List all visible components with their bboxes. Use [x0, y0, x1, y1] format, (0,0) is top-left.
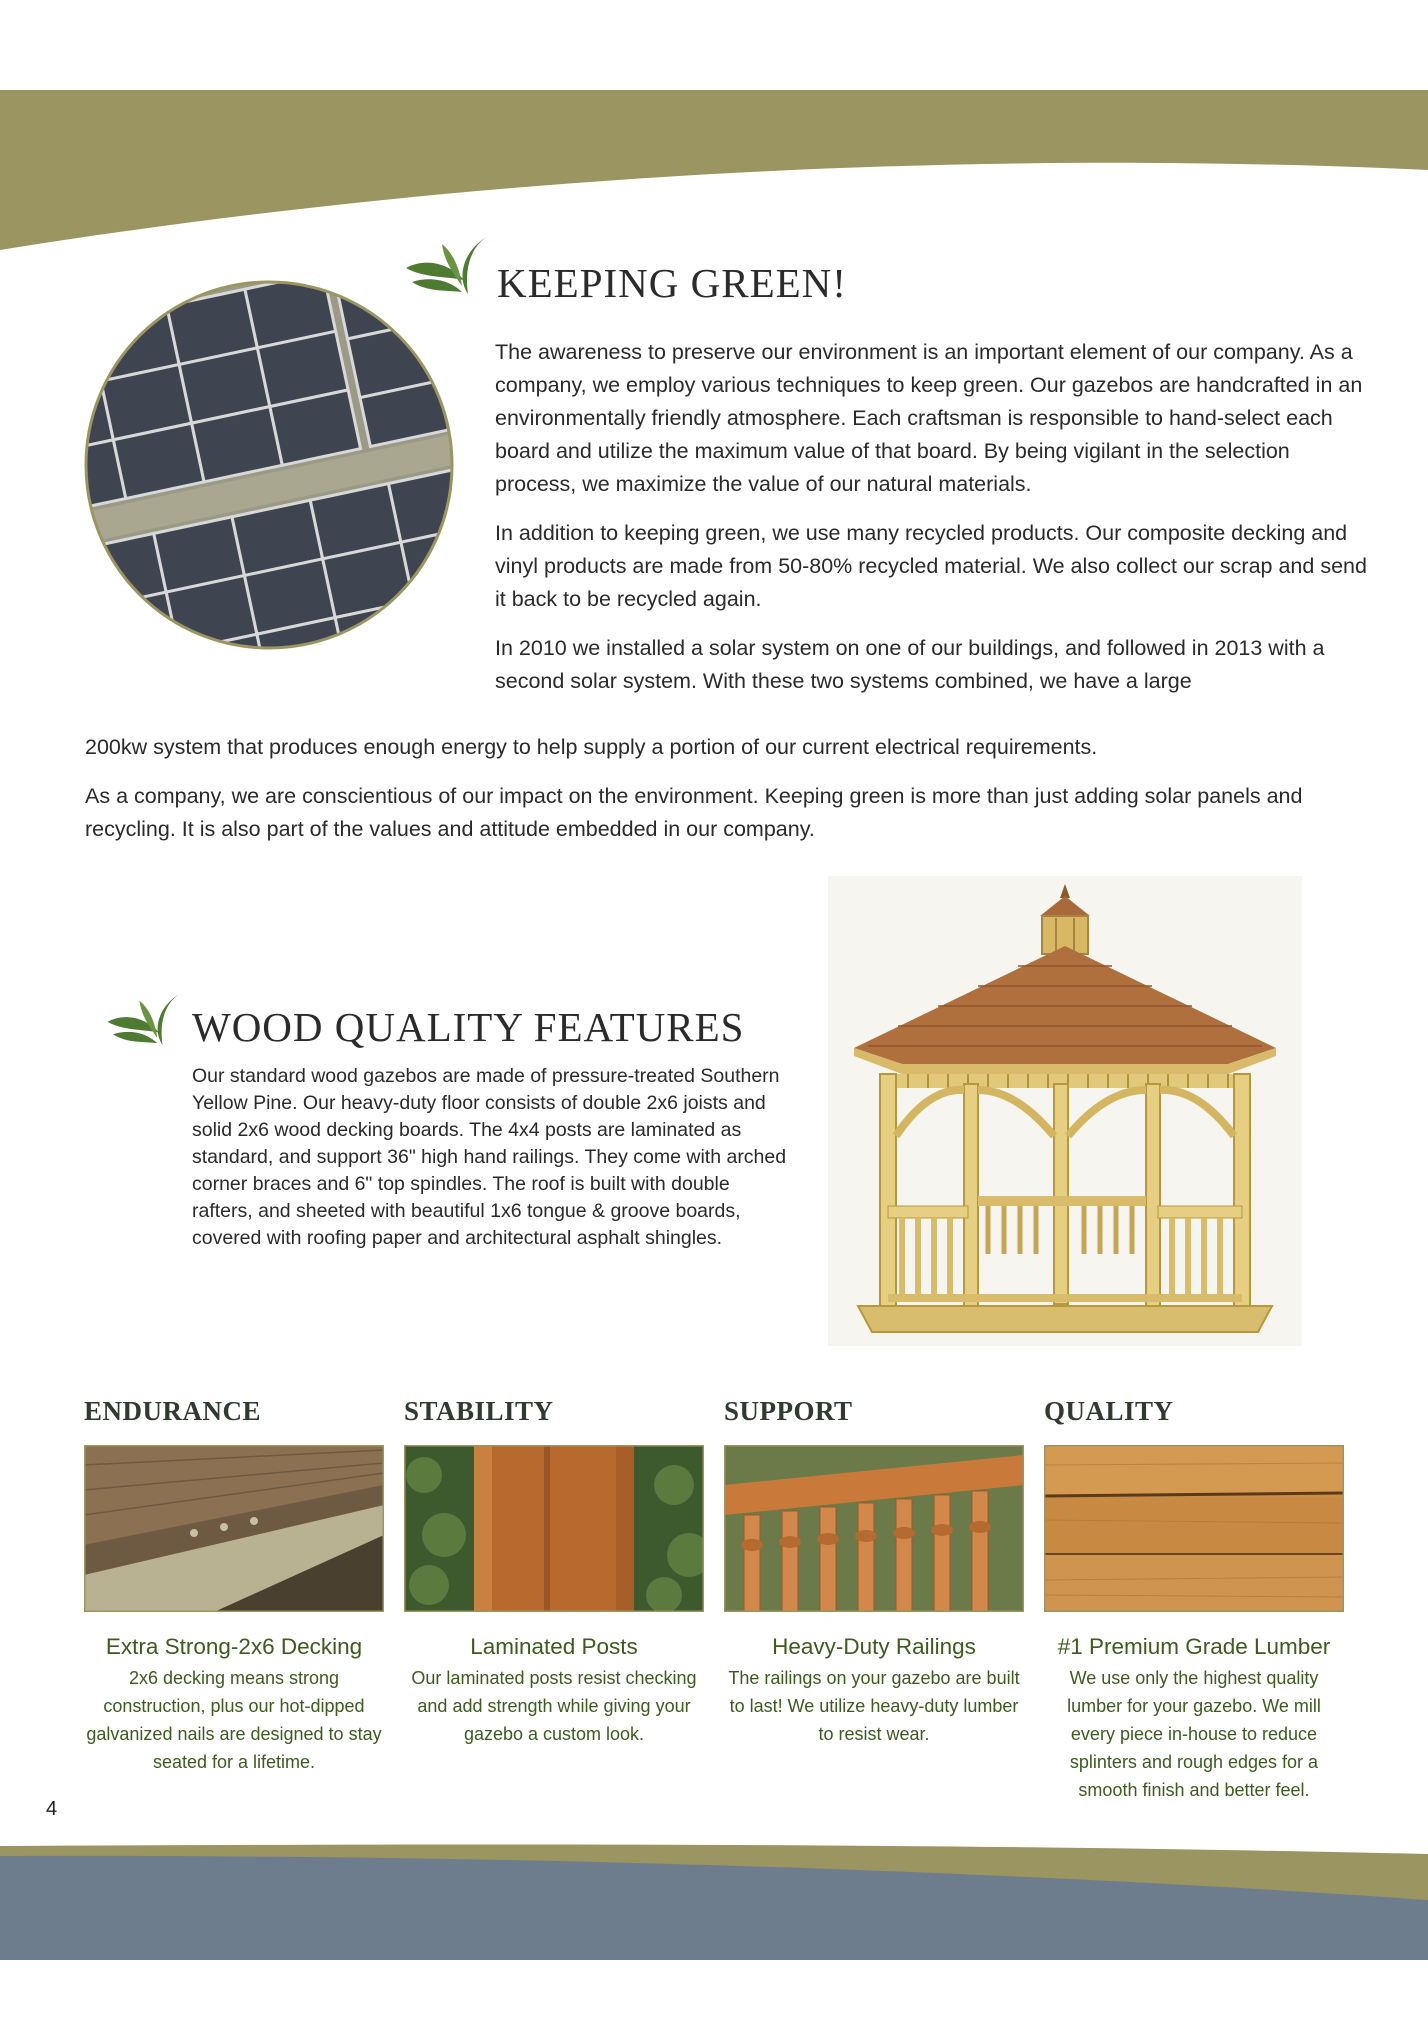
keeping-green-text — [495, 336, 1375, 698]
feature-title: Heavy-Duty Railings — [772, 1634, 976, 1659]
feature-description: The railings on your gazebo are built to last! We utilize heavy-duty lumber to resist wear. — [728, 1668, 1020, 1744]
feature-quality — [1044, 1396, 1344, 1804]
leaf-icon — [402, 232, 490, 302]
wood-quality-heading: WOOD QUALITY FEATURES — [192, 1004, 745, 1050]
leaf-icon — [104, 990, 182, 1052]
feature-support — [724, 1396, 1024, 1748]
feature-description: 2x6 decking means strong construction, plus our hot-dipped galvanized nails are designed to stay seated for a lifetime. — [86, 1668, 382, 1772]
keeping-green-paragraph-4: As a company, we are conscientious of our impact on the environment. Keeping green is more than just adding solar panels and recycling. It is also part of the values and attitude embedded in our company. — [85, 784, 1303, 841]
feature-stability — [404, 1396, 704, 1748]
solar-panels-photo — [82, 278, 456, 652]
page-number: 4 — [46, 1798, 58, 1820]
feature-title: Laminated Posts — [470, 1634, 638, 1659]
lumber-photo — [1044, 1445, 1344, 1612]
feature-title: Extra Strong-2x6 Decking — [105, 1634, 363, 1659]
footer-band — [0, 1820, 1428, 2028]
feature-heading: ENDURANCE — [84, 1396, 262, 1426]
keeping-green-text-wide — [85, 731, 1385, 846]
feature-description: Our laminated posts resist checking and add strength while giving your gazebo a custom look. — [411, 1668, 697, 1744]
keeping-green-paragraph-3: In 2010 we installed a solar system on one of our buildings, and followed in 2013 with a second solar system. With these two systems combined, we have a large — [495, 636, 1325, 693]
keeping-green-paragraph-2: In addition to keeping green, we use many recycled products. Our composite decking and vinyl products are made from 50-80% recycled material. We also collect our scrap and send it back to be recycled again. — [495, 521, 1367, 611]
feature-heading: STABILITY — [404, 1396, 554, 1426]
railings-photo — [724, 1445, 1024, 1612]
feature-endurance — [84, 1396, 384, 1776]
feature-heading: SUPPORT — [724, 1396, 853, 1426]
keeping-green-heading: KEEPING GREEN! — [497, 260, 847, 306]
gazebo-photo — [828, 876, 1302, 1346]
feature-description: We use only the highest quality lumber for your gazebo. We mill every piece in-house to reduce splinters and rough edges for a smooth finish and better feel. — [1067, 1668, 1321, 1800]
header-band — [0, 0, 1428, 260]
feature-heading: QUALITY — [1044, 1396, 1174, 1426]
decking-photo — [84, 1445, 384, 1612]
laminated-posts-photo — [404, 1445, 704, 1612]
wood-quality-body: Our standard wood gazebos are made of pressure-treated Southern Yellow Pine. Our heavy-duty floor consists of double 2x6 joists and solid 2x6 wood decking boards. The 4x4 posts are laminated as standard, and support 36" high hand railings. They come with arched corner braces and 6" top spindles. The roof is built with double rafters, and sheeted with beautiful 1x6 tongue & groove boards, covered with roofing paper and architectural asphalt shingles. — [192, 1065, 787, 1249]
keeping-green-paragraph-3-cont: 200kw system that produces enough energy to help supply a portion of our current electrical requirements. — [85, 735, 1098, 759]
keeping-green-paragraph-1: The awareness to preserve our environment is an important element of our company. As a company, we employ various techniques to keep green. Our gazebos are handcrafted in an environmentally friendly atmosphere. Each craftsman is responsible to hand-select each board and utilize the maximum value of that board. By being vigilant in the selection process, we maximize the value of our natural materials. — [495, 340, 1363, 496]
feature-title: #1 Premium Grade Lumber — [1057, 1634, 1331, 1659]
